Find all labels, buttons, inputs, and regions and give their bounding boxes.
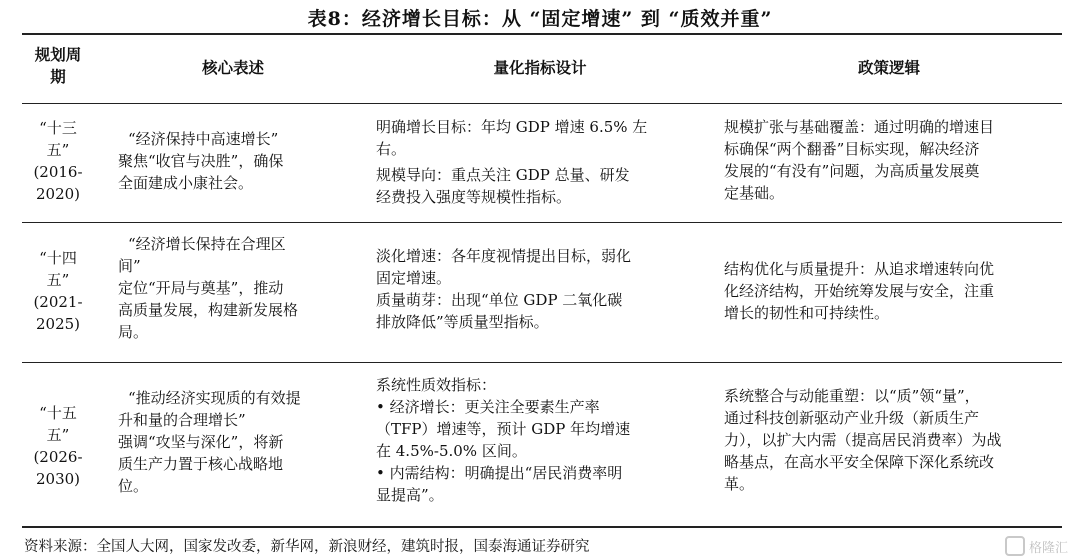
logic-cell-row3 xyxy=(724,385,1002,495)
metric-line: 显提高”。 xyxy=(376,486,444,504)
logic-line: 力），以扩大内需（提高居民消费率）为战 xyxy=(724,431,1002,449)
core-line: 升和量的合理增长” xyxy=(118,411,246,429)
period-line: 2025) xyxy=(35,315,81,333)
period-cell-row3 xyxy=(30,402,86,490)
core-line: “经济保持中高速增长” xyxy=(128,130,279,148)
period-line: “十四 xyxy=(39,249,77,267)
core-line: 局。 xyxy=(118,323,149,341)
logic-line: 通过科技创新驱动产业升级（新质生产 xyxy=(724,409,980,427)
core-line: “经济增长保持在合理区 xyxy=(128,235,286,253)
header-logic: 政策逻辑 xyxy=(857,58,920,77)
header-period-line: 期 xyxy=(50,67,66,86)
logic-line: 发展的“有没有”问题，为高质量发展奠 xyxy=(724,162,980,180)
core-line: 间” xyxy=(118,257,141,275)
bottom-rule xyxy=(22,526,1062,528)
core-cell-row2 xyxy=(118,233,298,343)
watermark xyxy=(1005,536,1068,556)
period-line: 五” xyxy=(46,271,70,289)
core-cell-row3 xyxy=(118,387,301,497)
logic-line: 系统整合与动能重塑：以“质”领“量”， xyxy=(724,387,980,405)
logic-cell-row1 xyxy=(724,116,994,204)
logic-line: 增长的韧性和可持续性。 xyxy=(724,304,890,322)
logic-line: 略基点，在高水平安全保障下深化系统改 xyxy=(724,453,995,471)
metric-line: 质量萌芽：出现“单位 GDP 二氧化碳 xyxy=(376,291,623,309)
period-cell-row1 xyxy=(30,117,86,205)
logic-line: 定基础。 xyxy=(724,184,785,202)
core-line: 强调“攻坚与深化”，将新 xyxy=(118,433,284,451)
metric-line: 固定增速。 xyxy=(376,269,452,287)
metric-line: 明确增长目标：年均 GDP 增速 6.5% 左 xyxy=(376,118,648,136)
period-line: 五” xyxy=(46,141,70,159)
logic-line: 结构优化与质量提升：从追求增速转向优 xyxy=(724,260,995,278)
table-title: 表8：经济增长目标：从 “固定增速” 到 “质效并重” xyxy=(307,8,773,30)
header-period-line: 规划周 xyxy=(34,45,82,64)
metric-line: 排放降低”等质量型指标。 xyxy=(376,313,549,331)
row-divider-2 xyxy=(22,362,1062,363)
logic-line: 化经济结构，开始统筹发展与安全，注重 xyxy=(724,282,995,300)
metric-line: （TFP）增速等，预计 GDP 年均增速 xyxy=(376,420,631,438)
watermark-text: 格隆汇 xyxy=(1028,541,1068,556)
top-rule xyxy=(22,33,1062,35)
core-cell-row1 xyxy=(118,128,283,194)
period-line: 五” xyxy=(46,426,70,444)
metric-line: 右。 xyxy=(376,140,407,158)
core-line: 质生产力置于核心战略地 xyxy=(118,455,284,473)
row-divider-1 xyxy=(22,222,1062,223)
period-line: 2030) xyxy=(35,470,81,488)
metric-cell-row2 xyxy=(376,245,631,333)
metric-line: • 内需结构：明确提出“居民消费率明 xyxy=(376,464,623,482)
period-line: “十五 xyxy=(39,404,77,422)
core-line: “推动经济实现质的有效提 xyxy=(128,389,301,407)
core-line: 位。 xyxy=(118,477,149,495)
logic-line: 标确保“两个翻番”目标实现，解决经济 xyxy=(724,140,980,158)
core-line: 聚焦“收官与决胜”，确保 xyxy=(118,152,284,170)
source-note: 资料来源：全国人大网，国家发改委，新华网，新浪财经，建筑时报，国泰海通证券研究 xyxy=(24,539,590,555)
header-metric: 量化指标设计 xyxy=(493,58,587,77)
metric-line: 淡化增速：各年度视情提出目标，弱化 xyxy=(376,247,632,265)
metric-line: 规模导向：重点关注 GDP 总量、研发 xyxy=(376,166,630,184)
core-line: 全面建成小康社会。 xyxy=(118,174,254,192)
logic-line: 规模扩张与基础覆盖：通过明确的增速目 xyxy=(724,118,995,136)
metric-line: 经费投入强度等规模性指标。 xyxy=(376,188,572,206)
period-line: (2016- xyxy=(33,163,83,181)
header-core: 核心表述 xyxy=(201,58,264,77)
metric-line: 系统性质效指标： xyxy=(376,376,497,394)
watermark-logo-icon xyxy=(1005,536,1025,556)
logic-line: 革。 xyxy=(724,475,755,493)
core-line: 定位“开局与奠基”，推动 xyxy=(118,279,284,297)
metric-line: 在 4.5%-5.0% 区间。 xyxy=(376,442,527,460)
metric-cell-row3 xyxy=(376,374,630,506)
header-rule xyxy=(22,103,1062,104)
metric-cell-row1 xyxy=(376,116,647,208)
period-cell-row2 xyxy=(30,247,86,335)
period-line: 2020) xyxy=(35,185,81,203)
header-period xyxy=(28,44,88,88)
period-line: (2026- xyxy=(33,448,83,466)
core-line: 高质量发展，构建新发展格 xyxy=(118,301,299,319)
metric-line: • 经济增长：更关注全要素生产率 xyxy=(376,398,600,416)
logic-cell-row2 xyxy=(724,258,994,324)
period-line: “十三 xyxy=(39,119,77,137)
period-line: (2021- xyxy=(33,293,83,311)
